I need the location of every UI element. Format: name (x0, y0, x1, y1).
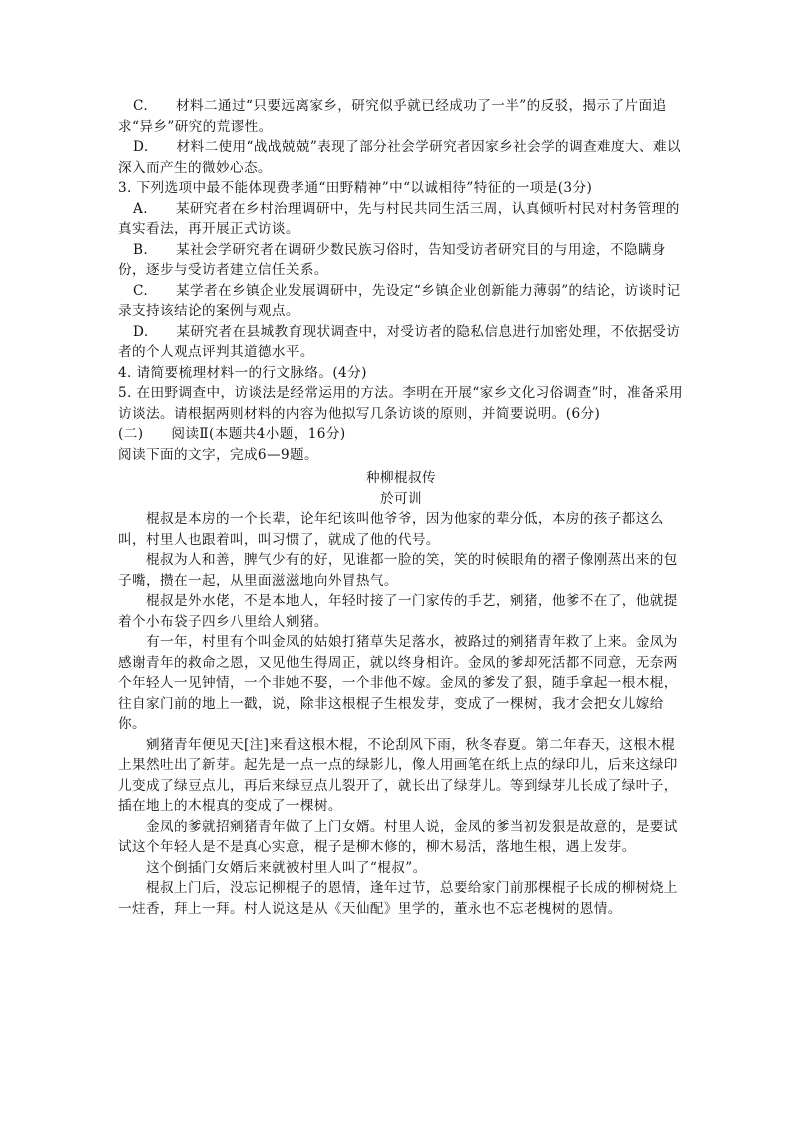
story-paragraph: 棍叔是外水佬，不是本地人，年轻时接了一门家传的手艺，剜猪，他爹不在了，他就提着个小布袋子四乡八里给人剜猪。 (118, 593, 678, 630)
story-paragraph: 棍叔为人和善，脾气少有的好，见谁都一脸的笑，笑的时候眼角的褶子像刚蒸出来的包子嘴，攒在一起，从里面滋滋地向外冒热气。 (118, 552, 678, 589)
q3-option-a: A. 某研究者在乡村治理调研中，先与村民共同生活三周，认真倾听村民对村务管理的真实看法，再开展正式访谈。 (118, 200, 680, 237)
q3-option-c: C. 某学者在乡镇企业发展调研中，先设定“乡镇企业创新能力薄弱”的结论，访谈时记录支持该结论的案例与观点。 (118, 282, 681, 319)
exam-page (118, 96, 684, 919)
reading-instruction: 阅读下面的文字，完成6—9题。 (118, 446, 319, 463)
story-paragraph: 金凤的爹就招剜猪青年做了上门女婿。村里人说，金凤的爹当初发狠是故意的，是要试试这个年轻人是不是真心实意，棍子是柳木修的，柳木易活，落地生根，遇上发芽。 (118, 818, 678, 855)
story-paragraph: 棍叔上门后，没忘记柳棍子的恩情，逢年过节，总要给家门前那棵棍子长成的柳树烧上一炷香，拜上一拜。村人说这是从《天仙配》里学的，董永也不忘老槐树的恩情。 (118, 880, 678, 917)
q2-option-c: C. 材料二通过“只要远离家乡，研究似乎就已经成功了一半”的反驳，揭示了片面追求“异乡”研究的荒谬性。 (118, 98, 667, 135)
q3-option-d: D. 某研究者在县城教育现状调查中，对受访者的隐私信息进行加密处理，不依据受访者的个人观点评判其道德水平。 (118, 323, 681, 360)
q5: 5. 在田野调查中，访谈法是经常运用的方法。李明在开展“家乡文化习俗调查”时，准备采用访谈法。请根据两则材料的内容为他拟写几条访谈的原则，并简要说明。(6分) (118, 385, 683, 422)
q2-option-d: D. 材料二使用“战战兢兢”表现了部分社会学研究者因家乡社会学的调查难度大、难以深入而产生的微妙心态。 (118, 139, 681, 176)
q4: 4. 请简要梳理材料一的行文脉络。(4分) (118, 364, 367, 381)
story-paragraph: 棍叔是本房的一个长辈，论年纪该叫他爷爷，因为他家的辈分低，本房的孩子都这么叫，村里人也跟着叫，叫习惯了，就成了他的代号。 (118, 511, 664, 548)
story-title: 种柳棍叔传 (366, 470, 436, 486)
q3-stem: 3. 下列选项中最不能体现费孝通“田野精神”中“以诚相待”特征的一项是(3分) (118, 180, 593, 196)
story-paragraph: 剜猪青年便见天[注]来看这根木棍，不论刮风下雨，秋冬春夏。第二年春天，这根木棍上果然吐出了新芽。起先是一点一点的绿影儿，像人用画笔在纸上点的绿印儿，后来这绿印儿变成了绿豆点儿，再后来绿豆点儿裂开了，就长出了绿芽儿。等到绿芽儿长成了绿叶子，插在地上的木棍真的变成了一棵树。 (118, 736, 678, 814)
story-paragraph: 这个倒插门女婿后来就被村里人叫了“棍叔”。 (146, 859, 427, 876)
story-paragraph: 有一年，村里有个叫金凤的姑娘打猪草失足落水，被路过的剜猪青年救了上来。金凤为感谢青年的救命之恩，又见他生得周正，就以终身相许。金凤的爹却死活都不同意，无奈两个年轻人一见钟情，一个非她不娶，一个非他不嫁。金凤的爹发了狠，随手拿起一根木棍，往自家门前的地上一戳，说，除非这根棍子生根发芽，变成了一棵树，我才会把女儿嫁给你。 (118, 634, 678, 732)
story-author: 於可训 (380, 490, 422, 507)
q3-option-b: B. 某社会学研究者在调研少数民族习俗时，告知受访者研究目的与用途，不隐瞒身份，逐步与受访者建立信任关系。 (118, 241, 666, 278)
section-heading: (二) 阅读Ⅱ(本题共4小题，16分) (118, 426, 346, 442)
